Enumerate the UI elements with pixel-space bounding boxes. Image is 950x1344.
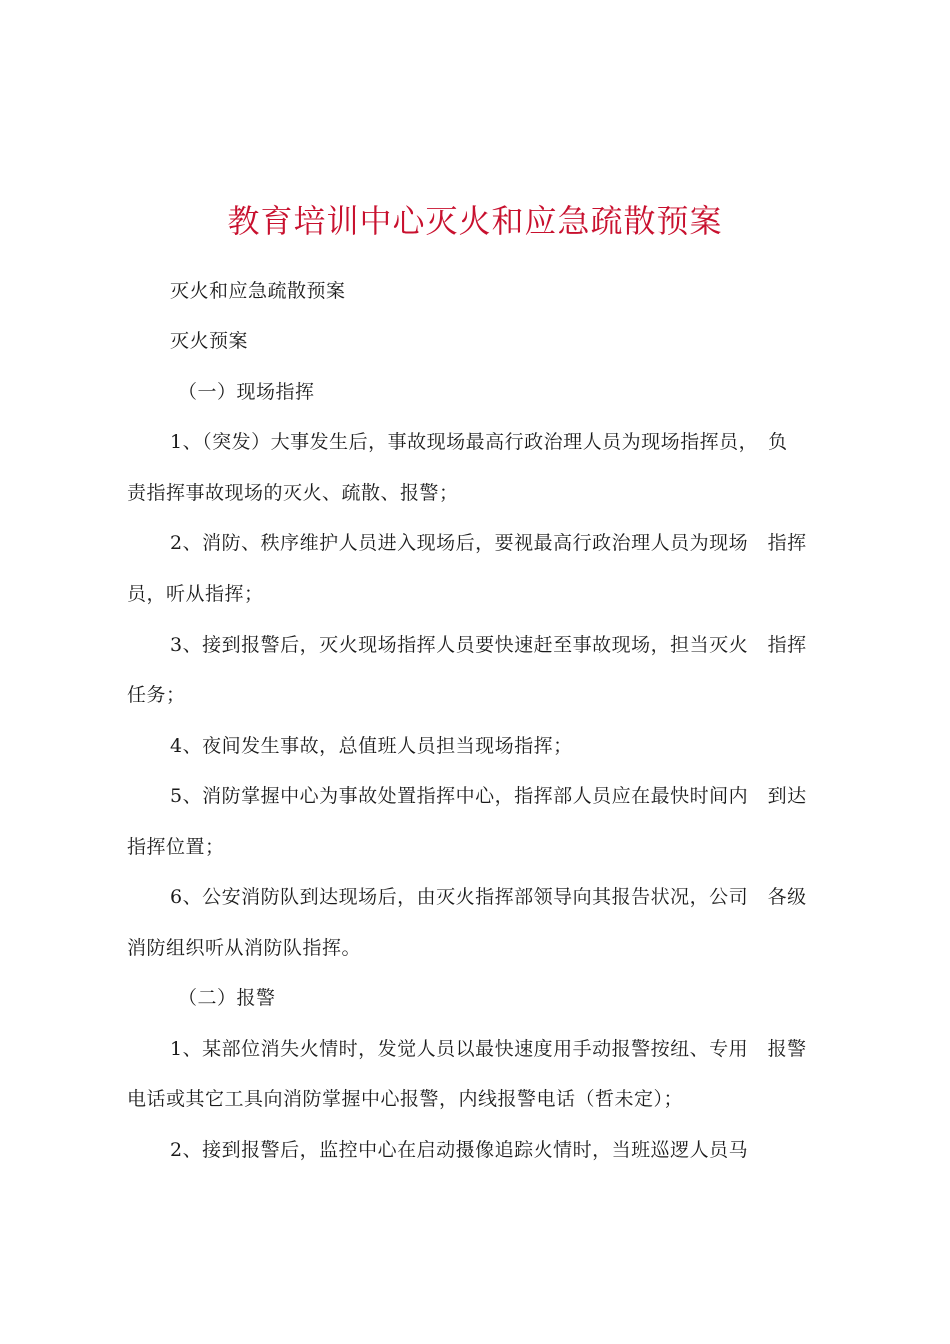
paragraph-line: 1、（突发）大事发生后，事故现场最高行政治理人员为现场指挥员， 负	[170, 431, 788, 453]
paragraph-line: 6、公安消防队到达现场后，由灭火指挥部领导向其报告状况，公司 各级	[170, 886, 807, 908]
paragraph-line: 3、接到报警后，灭火现场指挥人员要快速赶至事故现场，担当灭火 指挥	[170, 634, 807, 656]
paragraph-line: 消防组织听从消防队指挥。	[127, 937, 362, 959]
paragraph-line: 员，听从指挥；	[127, 583, 264, 605]
section-heading: 灭火预案	[170, 330, 249, 352]
paragraph-line: 1、某部位消失火情时，发觉人员以最快速度用手动报警按纽、专用 报警	[170, 1038, 807, 1060]
document-title: 教育培训中心灭火和应急疏散预案	[227, 202, 723, 240]
paragraph-line: 指挥位置；	[127, 836, 225, 858]
paragraph-line: 4、夜间发生事故，总值班人员担当现场指挥；	[170, 735, 573, 757]
section-heading: 灭火和应急疏散预案	[170, 280, 346, 302]
paragraph-line: 2、消防、秩序维护人员进入现场后，要视最高行政治理人员为现场 指挥	[170, 532, 807, 554]
subsection-heading: （一）现场指挥	[178, 381, 315, 403]
paragraph-line: 电话或其它工具向消防掌握中心报警，内线报警电话（哲未定）；	[127, 1088, 684, 1110]
paragraph-line: 2、接到报警后，监控中心在启动摄像追踪火情时，当班巡逻人员马	[170, 1139, 749, 1161]
paragraph-line: 任务；	[127, 684, 186, 706]
paragraph-line: 5、消防掌握中心为事故处置指挥中心，指挥部人员应在最快时间内 到达	[170, 785, 807, 807]
subsection-heading: （二）报警	[178, 987, 276, 1009]
paragraph-line: 责指挥事故现场的灭火、疏散、报警；	[127, 482, 459, 504]
